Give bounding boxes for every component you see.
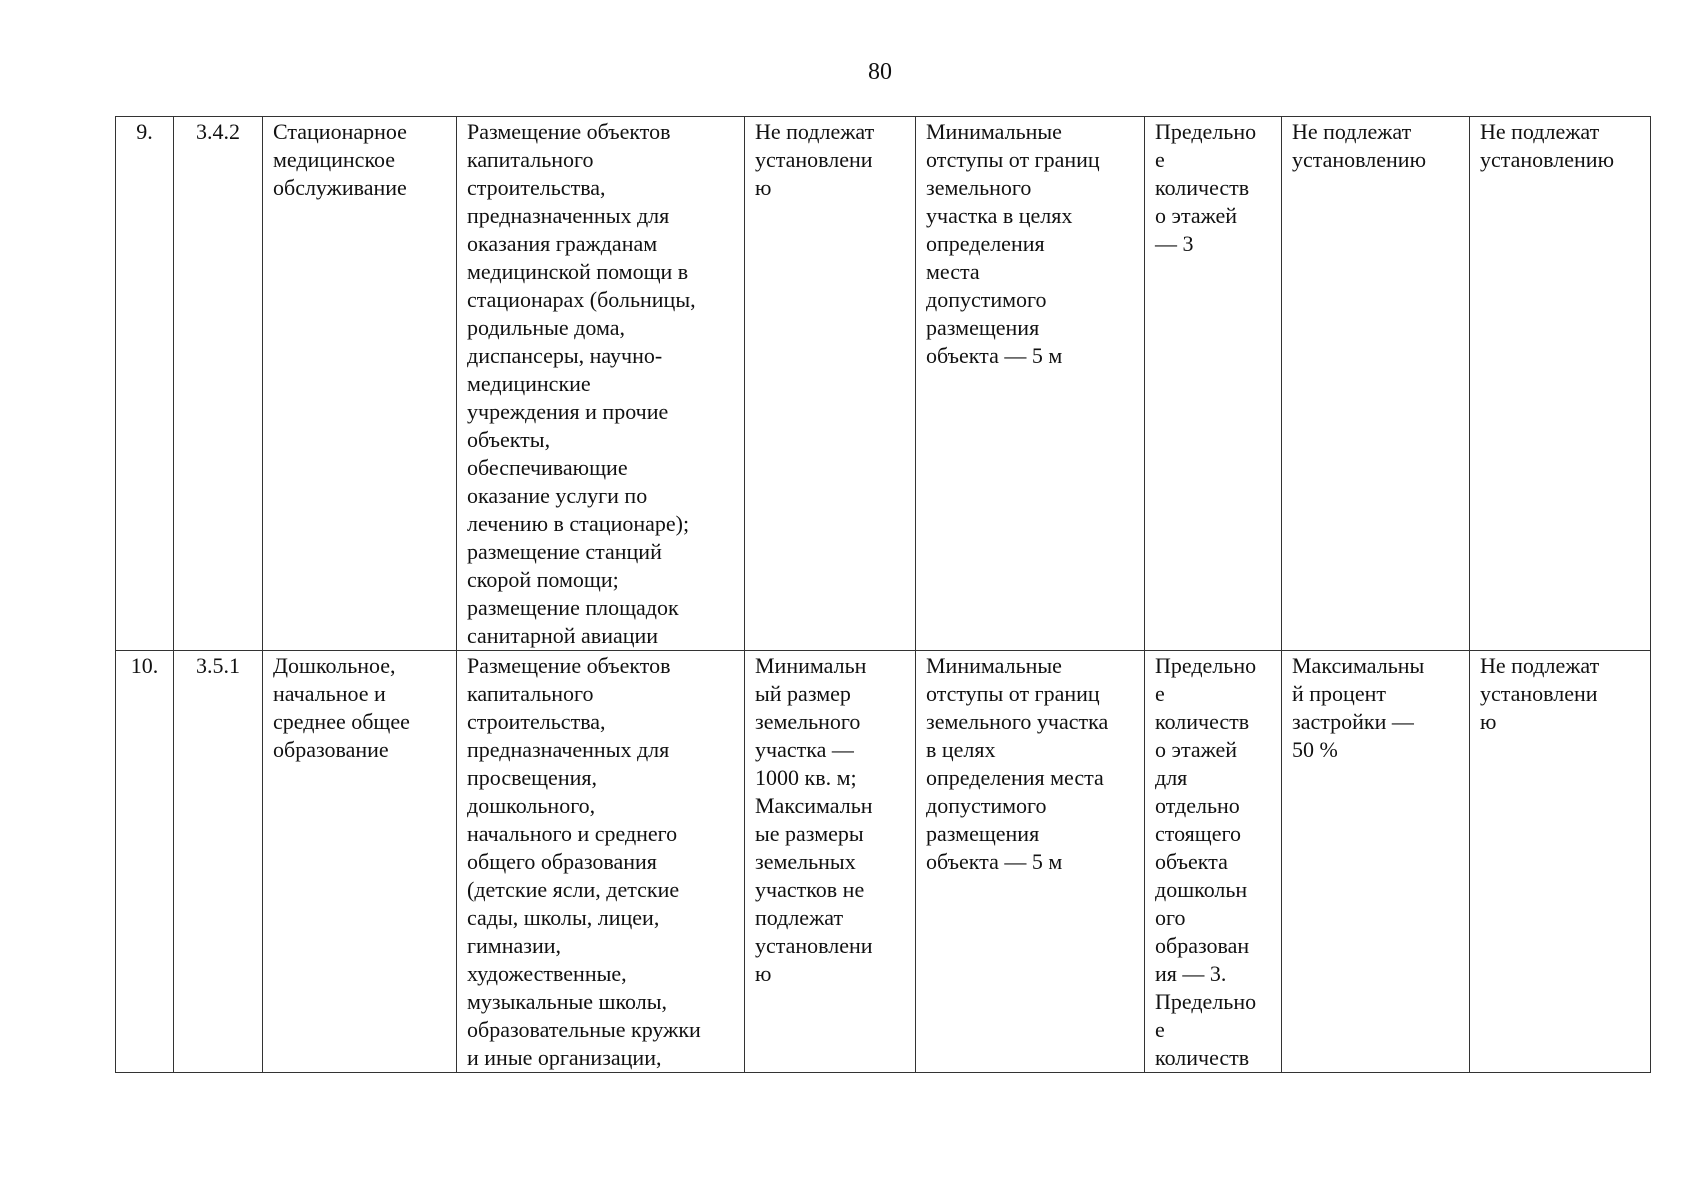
use-name-cell: Дошкольное, начальное и среднее общее образование xyxy=(263,651,457,1073)
coverage-cell: Не подлежат установлению xyxy=(1282,117,1470,651)
use-description-cell: Размещение объектов капитального строительства, предназначенных для оказания гражданам медицинской помощи в стационарах (больницы, родильные дома, диспансеры, научно- медицинские учреждения и прочие объекты, обеспечивающие оказание услуги по лечению в стационаре); размещение станций скорой помощи; размещение площадок санитарной авиации xyxy=(457,117,745,651)
land-size-cell: Не подлежат установлени ю xyxy=(745,117,916,651)
floors-cell: Предельно e количеств о этажей — 3 xyxy=(1145,117,1282,651)
use-description-cell: Размещение объектов капитального строительства, предназначенных для просвещения, дошкольного, начального и среднего общего образования (детские ясли, детские сады, школы, лицеи, гимназии, художественные, музыкальные школы, образовательные кружки и иные организации, xyxy=(457,651,745,1073)
use-name-cell: Стационарное медицинское обслуживание xyxy=(263,117,457,651)
use-code-cell: 3.5.1 xyxy=(174,651,263,1073)
setbacks-cell: Минимальные отступы от границ земельного участка в целях определения места допустимого размещения объекта — 5 м xyxy=(916,651,1145,1073)
floors-cell: Предельно e количеств о этажей для отдельно стоящего объекта дошкольн ого образован ия — 3. Предельно e количеств xyxy=(1145,651,1282,1073)
table-row xyxy=(116,117,1651,651)
other-cell: Не подлежат установлению xyxy=(1470,117,1651,651)
row-number-cell: 9. xyxy=(116,117,174,651)
other-cell: Не подлежат установлени ю xyxy=(1470,651,1651,1073)
setbacks-cell: Минимальные отступы от границ земельного участка в целях определения места допустимого размещения объекта — 5 м xyxy=(916,117,1145,651)
page-number: 80 xyxy=(868,59,892,85)
coverage-cell: Максимальны й процент застройки — 50 % xyxy=(1282,651,1470,1073)
row-number-cell: 10. xyxy=(116,651,174,1073)
land-size-cell: Минимальн ый размер земельного участка — 1000 кв. м; Максимальн ые размеры земельных участков не подлежат установлени ю xyxy=(745,651,916,1073)
zoning-table xyxy=(115,116,1651,1073)
use-code-cell: 3.4.2 xyxy=(174,117,263,651)
table-row xyxy=(116,651,1651,1073)
